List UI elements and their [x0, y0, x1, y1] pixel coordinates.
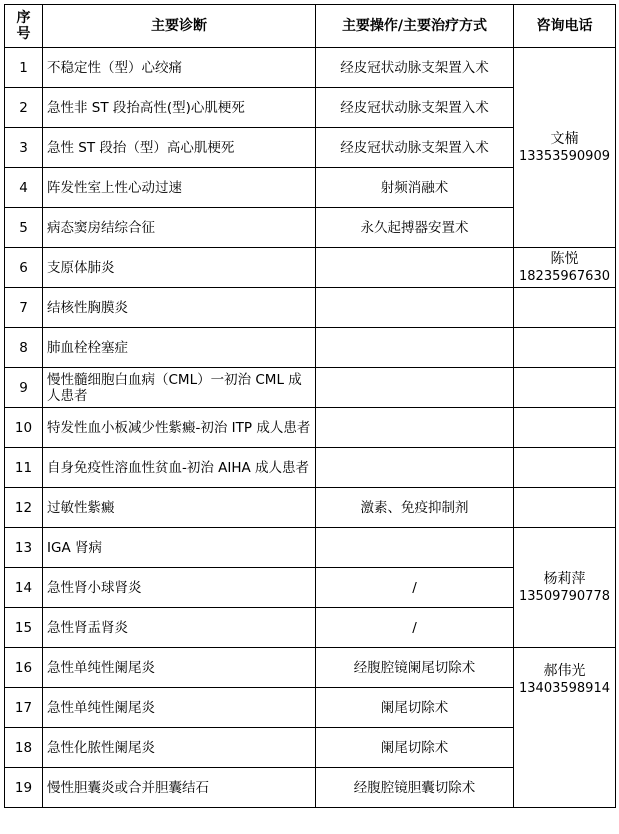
contact-phone: 13353590909 — [519, 148, 610, 164]
header-row — [5, 5, 616, 48]
table-row — [5, 408, 616, 448]
row-operation: 永久起搏器安置术 — [316, 208, 514, 248]
row-number: 10 — [5, 408, 43, 448]
row-diagnosis: 阵发性室上性心动过速 — [43, 168, 316, 208]
row-number: 3 — [5, 128, 43, 168]
row-diagnosis: 自身免疫性溶血性贫血-初治 AIHA 成人患者 — [43, 448, 316, 488]
contact-cell-empty — [514, 328, 616, 368]
row-number: 18 — [5, 728, 43, 768]
row-number: 5 — [5, 208, 43, 248]
contact-name: 陈悦 — [550, 250, 579, 267]
row-diagnosis: 结核性胸膜炎 — [43, 288, 316, 328]
row-operation: 经腹腔镜胆囊切除术 — [316, 768, 514, 808]
row-diagnosis: 病态窦房结综合征 — [43, 208, 316, 248]
header-no: 序号 — [5, 5, 43, 48]
row-number: 9 — [5, 368, 43, 408]
diagnosis-table-document — [4, 4, 616, 808]
row-operation — [316, 408, 514, 448]
row-operation: 阑尾切除术 — [316, 728, 514, 768]
header-contact: 咨询电话 — [514, 5, 616, 48]
row-operation: 经皮冠状动脉支架置入术 — [316, 128, 514, 168]
row-diagnosis: 急性肾盂肾炎 — [43, 608, 316, 648]
table-row — [5, 648, 616, 688]
row-diagnosis: 急性化脓性阑尾炎 — [43, 728, 316, 768]
row-diagnosis: 慢性胆囊炎或合并胆囊结石 — [43, 768, 316, 808]
contact-phone: 18235967630 — [519, 268, 610, 284]
row-operation: 经皮冠状动脉支架置入术 — [316, 88, 514, 128]
header-diagnosis: 主要诊断 — [43, 5, 316, 48]
row-diagnosis: 急性肾小球肾炎 — [43, 568, 316, 608]
contact-phone: 13403598914 — [519, 681, 610, 696]
row-number: 8 — [5, 328, 43, 368]
row-diagnosis: 支原体肺炎 — [43, 248, 316, 288]
row-number: 6 — [5, 248, 43, 288]
row-diagnosis: 过敏性紫癜 — [43, 488, 316, 528]
contact-cell-empty — [514, 448, 616, 488]
row-operation — [316, 528, 514, 568]
row-diagnosis: 急性 ST 段抬（型）高心肌梗死 — [43, 128, 316, 168]
row-diagnosis: 急性非 ST 段抬高性(型)心肌梗死 — [43, 88, 316, 128]
diagnosis-table — [4, 4, 616, 808]
contact-name: 郝伟光 — [543, 663, 586, 679]
row-operation: 经皮冠状动脉支架置入术 — [316, 48, 514, 88]
row-number: 2 — [5, 88, 43, 128]
row-diagnosis: 肺血栓栓塞症 — [43, 328, 316, 368]
row-diagnosis: 急性单纯性阑尾炎 — [43, 688, 316, 728]
row-number: 15 — [5, 608, 43, 648]
row-number: 14 — [5, 568, 43, 608]
row-diagnosis: IGA 肾病 — [43, 528, 316, 568]
contact-cell-empty — [514, 368, 616, 408]
contact-phone: 13509790778 — [519, 588, 610, 604]
header-operation: 主要操作/主要治疗方式 — [316, 5, 514, 48]
row-operation: 激素、免疫抑制剂 — [316, 488, 514, 528]
row-number: 4 — [5, 168, 43, 208]
contact-name: 文楠 — [550, 130, 579, 147]
contact-cell — [514, 528, 616, 648]
contact-cell-empty — [514, 408, 616, 448]
row-diagnosis: 慢性髓细胞白血病（CML）一初治 CML 成人患者 — [43, 368, 316, 408]
table-row — [5, 528, 616, 568]
table-row — [5, 48, 616, 88]
row-operation — [316, 448, 514, 488]
row-operation — [316, 248, 514, 288]
table-row — [5, 488, 616, 528]
contact-cell — [514, 248, 616, 288]
row-number: 7 — [5, 288, 43, 328]
contact-cell-empty — [514, 488, 616, 528]
row-number: 16 — [5, 648, 43, 688]
row-operation — [316, 288, 514, 328]
row-operation — [316, 368, 514, 408]
contact-cell — [514, 48, 616, 248]
row-operation: 经腹腔镜阑尾切除术 — [316, 648, 514, 688]
row-operation: / — [316, 568, 514, 608]
contact-cell — [514, 648, 616, 808]
table-row — [5, 368, 616, 408]
contact-name: 杨莉萍 — [543, 570, 586, 587]
row-number: 19 — [5, 768, 43, 808]
row-diagnosis: 不稳定性（型）心绞痛 — [43, 48, 316, 88]
row-number: 1 — [5, 48, 43, 88]
row-diagnosis: 急性单纯性阑尾炎 — [43, 648, 316, 688]
row-operation: 射频消融术 — [316, 168, 514, 208]
contact-cell-empty — [514, 288, 616, 328]
row-diagnosis: 特发性血小板减少性紫癜-初治 ITP 成人患者 — [43, 408, 316, 448]
row-number: 11 — [5, 448, 43, 488]
table-row — [5, 248, 616, 288]
table-row — [5, 448, 616, 488]
row-operation — [316, 328, 514, 368]
row-number: 12 — [5, 488, 43, 528]
row-operation: 阑尾切除术 — [316, 688, 514, 728]
table-row — [5, 328, 616, 368]
table-row — [5, 288, 616, 328]
row-number: 17 — [5, 688, 43, 728]
row-number: 13 — [5, 528, 43, 568]
row-operation: / — [316, 608, 514, 648]
